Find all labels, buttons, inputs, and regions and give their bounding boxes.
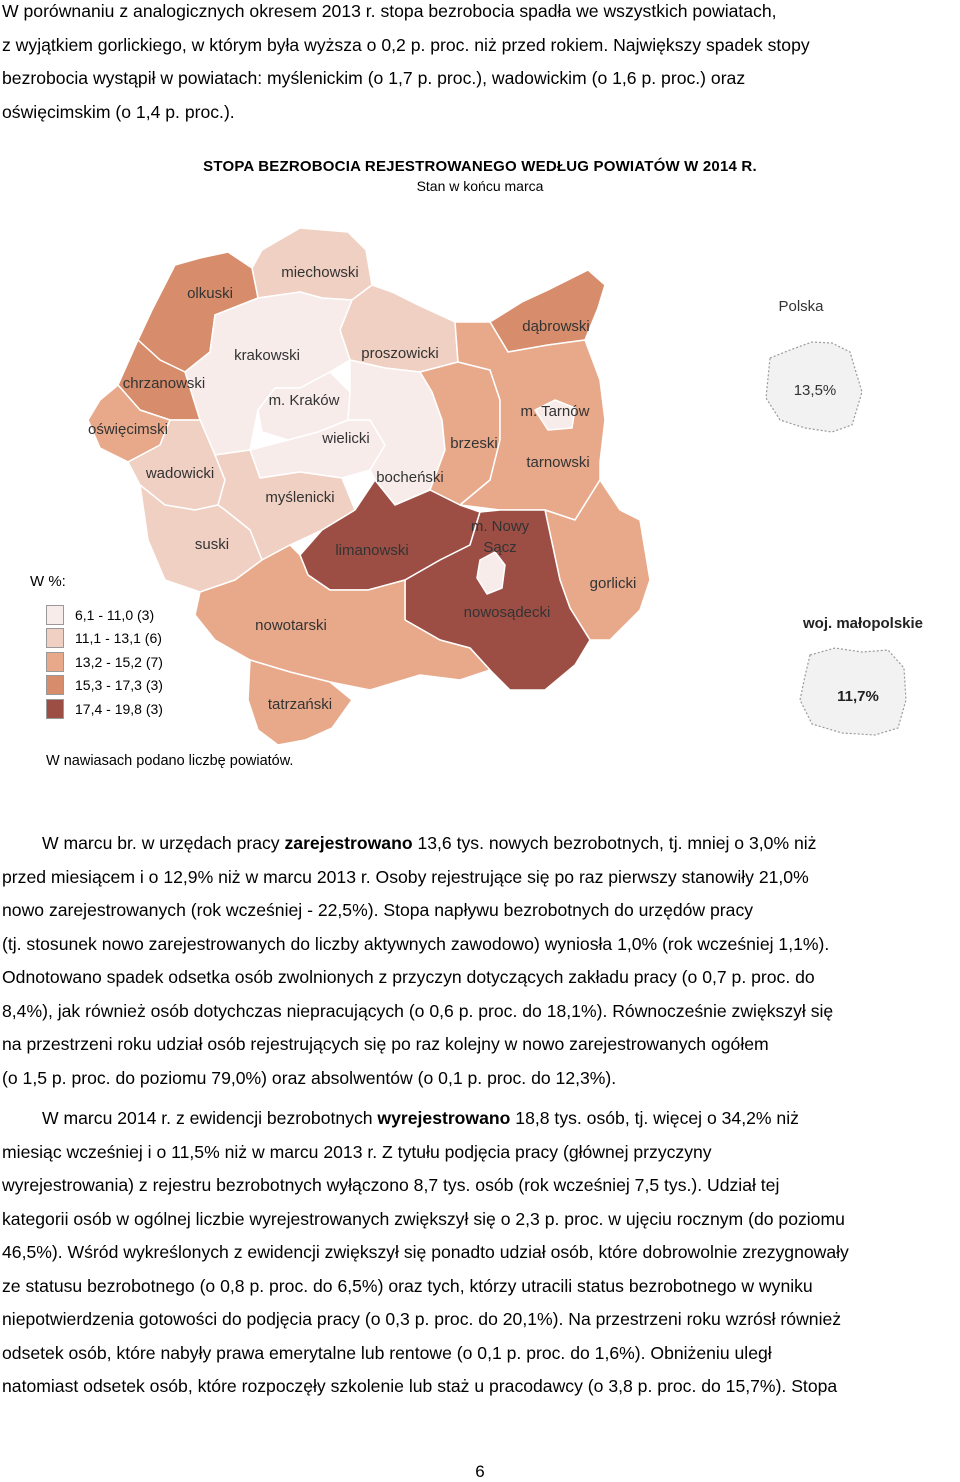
legend-item <box>46 627 163 651</box>
legend <box>46 603 163 721</box>
label-wielicki: wielicki <box>322 430 370 447</box>
body-line: 8,4%), jak również osób dotychczas niepracujących (o 0,6 p. proc. do 18,1%). Równocześnie zwiększył się <box>2 1000 834 1021</box>
body-line: nowo zarejestrowanych (rok wcześniej - 22,5%). Stopa napływu bezrobotnych do urzędów pracy <box>2 900 754 920</box>
body-bold-text: wyrejestrowano <box>377 1108 511 1128</box>
poland-value: 13,5% <box>793 382 837 399</box>
body-line: kategorii osób w ogólnej liczbie wyrejestrowanych zwiększył się o 2,3 p. proc. w ujęciu rocznym (do poziomu <box>2 1208 845 1229</box>
body-text: W marcu br. w urzędach pracy <box>42 833 285 853</box>
label-proszowicki: proszowicki <box>361 345 439 362</box>
label-bochenski: bocheński <box>376 469 444 486</box>
label-myslenicki: myślenicki <box>265 489 335 506</box>
label-m-nowy-sacz-2: Sącz <box>483 539 517 556</box>
legend-item <box>46 697 163 721</box>
body-line: na przestrzeni roku udział osób rejestrujących się po raz kolejny w nowo zarejestrowanych ogółem <box>2 1034 769 1054</box>
body-line: przed miesiącem i o 12,9% niż w marcu 2013 r. Osoby rejestrujące się po raz pierwszy stanowiły 21,0% <box>2 866 809 887</box>
body-line: wyrejestrowania) z rejestru bezrobotnych wyłączono 8,7 tys. osób (rok wcześniej 7,5 tys.). Udział tej <box>2 1175 780 1195</box>
label-wadowicki: wadowicki <box>145 465 215 482</box>
body-paragraph-1 <box>2 827 958 1095</box>
label-limanowski: limanowski <box>335 542 409 559</box>
intro-line: W porównaniu z analogicznych okresem 2013 r. stopa bezrobocia spadła we wszystkich powiatach, <box>2 1 777 21</box>
label-krakowski: krakowski <box>234 347 300 364</box>
legend-swatch <box>46 628 64 648</box>
legend-item <box>46 650 163 674</box>
label-m-tarnow: m. Tarnów <box>520 403 590 420</box>
label-m-nowy-sacz: m. Nowy <box>470 518 530 535</box>
label-oswiecimski: oświęcimski <box>87 421 169 438</box>
legend-item-label: 17,4 - 19,8 (3) <box>75 700 163 717</box>
legend-item <box>46 603 163 627</box>
legend-item-label: 13,2 - 15,2 (7) <box>75 653 163 670</box>
body-paragraph-2 <box>2 1102 958 1404</box>
body-text: 18,8 tys. osób, tj. więcej o 34,2% niż <box>510 1108 799 1128</box>
label-dabrowski: dąbrowski <box>522 318 590 335</box>
body-line: Odnotowano spadek odsetka osób zwolnionych z przyczyn dotyczących zakładu pracy (o 0,7 p. proc. do <box>2 967 815 987</box>
legend-item-label: 15,3 - 17,3 (3) <box>75 677 163 694</box>
legend-item <box>46 674 163 698</box>
label-chrzanowski: chrzanowski <box>122 375 206 392</box>
legend-item-label: 11,1 - 13,1 (6) <box>75 630 162 647</box>
body-line: natomiast odsetek osób, które rozpoczęły szkolenie lub staż u pracodawcy (o 3,8 p. proc. do 15,7%). Stopa <box>2 1376 838 1396</box>
legend-swatch <box>46 699 64 719</box>
label-tatrzanski: tatrzański <box>267 696 333 713</box>
region-label: woj. małopolskie <box>802 615 924 632</box>
body-line <box>2 1102 958 1136</box>
legend-item-label: 6,1 - 11,0 (3) <box>75 606 155 623</box>
region-value: 11,7% <box>837 688 879 705</box>
label-gorlicki: gorlicki <box>589 575 637 592</box>
label-tarnowski: tarnowski <box>526 454 590 471</box>
intro-line: z wyjątkiem gorlickiego, w którym była wyższa o 0,2 p. proc. niż przed rokiem. Największy spadek stopy <box>2 34 810 55</box>
label-nowosadecki: nowosądecki <box>463 604 551 621</box>
legend-swatch <box>46 675 64 695</box>
legend-label: W %: <box>30 573 66 590</box>
label-brzeski: brzeski <box>450 435 498 452</box>
label-m-krakow: m. Kraków <box>268 392 340 409</box>
label-suski: suski <box>194 536 230 553</box>
district-dabrowski <box>490 270 605 352</box>
intro-line: oświęcimskim (o 1,4 p. proc.). <box>2 101 235 122</box>
body-line: niepotwierdzenia gotowości do podjęcia pracy (o 0,3 p. proc. do 20,1%). Na przestrzeni roku wzrósł również <box>2 1309 842 1329</box>
body-line: ze statusu bezrobotnego (o 0,8 p. proc. do 6,5%) oraz tych, którzy utracili status bezrobotnego w wyniku <box>2 1275 813 1296</box>
body-line: 46,5%). Wśród wykreślonych z ewidencji zwiększył się ponadto udział osób, które dobrowolnie zrezygnowały <box>2 1242 849 1262</box>
body-line: (o 1,5 p. proc. do poziomu 79,0%) oraz absolwentów (o 0,1 p. proc. do 12,3%). <box>2 1067 617 1088</box>
label-olkuski: olkuski <box>187 285 233 302</box>
page-number: 6 <box>475 1462 485 1481</box>
map-title: STOPA BEZROBOCIA REJESTROWANEGO WEDŁUG POWIATÓW W 2014 R. <box>203 158 757 175</box>
body-line: odsetek osób, które nabyły prawa emerytalne lub rentowe (o 0,1 p. proc. do 1,6%). Obniżeniu uległ <box>2 1342 772 1363</box>
label-nowotarski: nowotarski <box>255 617 327 634</box>
body-line: miesiąc wcześniej i o 11,5% niż w marcu 2013 r. Z tytułu podjęcia pracy (głównej przyczyny <box>2 1141 712 1162</box>
label-miechowski: miechowski <box>281 264 359 281</box>
body-line: (tj. stosunek nowo zarejestrowanych do liczby aktywnych zawodowo) wyniosła 1,0% (rok wcześniej 1,1%). <box>2 933 830 954</box>
body-bold-text: zarejestrowano <box>284 833 413 853</box>
body-text: 13,6 tys. nowych bezrobotnych, tj. mniej o 3,0% niż <box>412 833 817 853</box>
intro-line: bezrobocia wystąpił w powiatach: myślenickim (o 1,7 p. proc.), wadowickim (o 1,6 p. proc.) oraz <box>2 68 746 88</box>
body-text: W marcu 2014 r. z ewidencji bezrobotnych <box>42 1108 378 1128</box>
legend-note: W nawiasach podano liczbę powiatów. <box>46 753 294 769</box>
body-line <box>2 827 958 861</box>
poland-label: Polska <box>778 298 824 315</box>
legend-swatch <box>46 652 64 672</box>
map-subtitle: Stan w końcu marca <box>416 178 544 194</box>
legend-swatch <box>46 605 64 625</box>
